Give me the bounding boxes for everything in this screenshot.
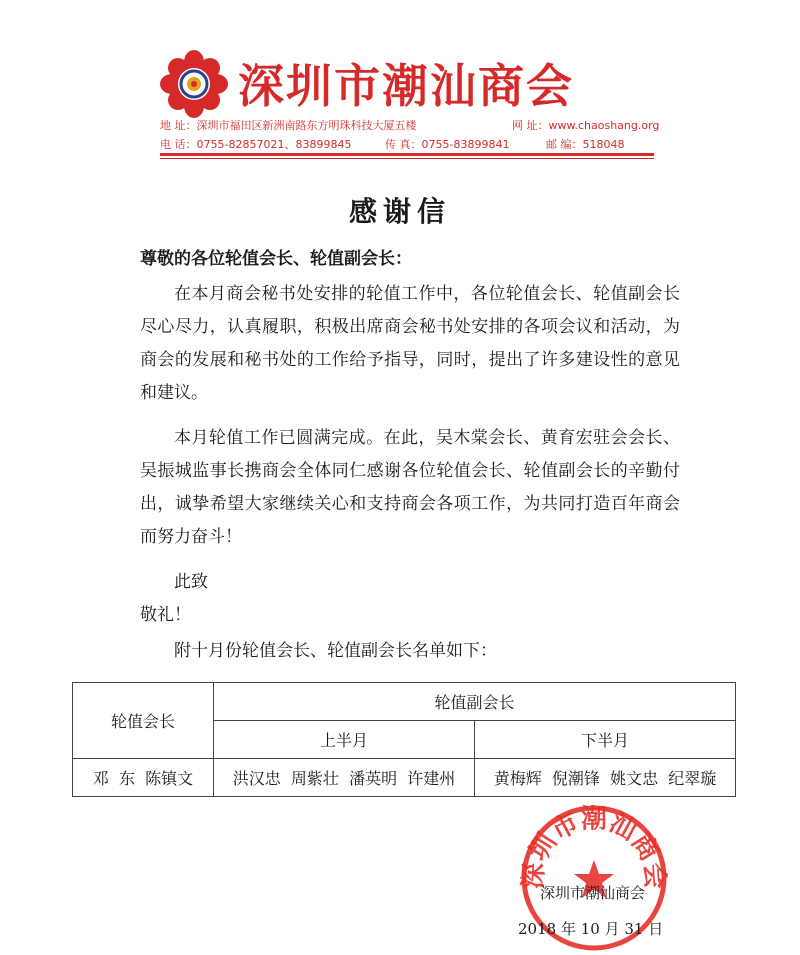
letterhead-divider [160, 153, 654, 156]
roster-header-first-half: 上半月 [214, 721, 475, 759]
roster-header-vice: 轮值副会长 [214, 683, 736, 721]
seal-text: 深圳市潮汕商会 [518, 804, 670, 890]
phone-text: 电 话：0755-82857021、83899845 [160, 138, 352, 151]
letter-title: 感谢信 [348, 195, 451, 228]
roster-main-names: 邓 东 陈镇文 [73, 759, 214, 797]
address-text: 地 址：深圳市福田区新洲南路东方明珠科技大厦五楼 [160, 119, 417, 132]
paragraph-2: 本月轮值工作已圆满完成。在此，吴木棠会长、黄育宏驻会会长、吴振城监事长携商会全体同仁感谢各位轮值会长、轮值副会长的辛勤付出，诚挚希望大家继续关心和支持商会各项工作，为共同打造百年商会而努力奋斗！ [140, 428, 680, 547]
chamber-logo-icon [160, 50, 228, 118]
list-intro: 附十月份轮值会长、轮值副会长名单如下： [174, 641, 497, 661]
salutation: 尊敬的各位轮值会长、轮值副会长： [140, 249, 412, 269]
letterhead-divider-thin [160, 158, 654, 159]
roster-header-main: 轮值会长 [73, 683, 214, 759]
roster-first-half-names: 洪汉忠 周紫壮 潘英明 许建州 [214, 759, 475, 797]
roster-second-half-names: 黄梅辉 倪潮锋 姚文忠 纪翠璇 [475, 759, 736, 797]
postcode-text: 邮 编：518048 [546, 138, 625, 151]
closing-1: 此致 [174, 572, 208, 592]
fax-text: 传 真：0755-83899841 [385, 138, 510, 151]
closing-2: 敬礼！ [140, 605, 191, 625]
roster-header-second-half: 下半月 [475, 721, 736, 759]
signature-name: 深圳市潮汕商会 [540, 884, 646, 902]
paragraph-1: 在本月商会秘书处安排的轮值工作中，各位轮值会长、轮值副会长尽心尽力，认真履职，积极出席商会秘书处安排的各项会议和活动，为商会的发展和秘书处的工作给予指导，同时，提出了许多建设性的意见和建议。 [140, 284, 680, 403]
letterhead [0, 0, 800, 190]
roster-table [72, 682, 736, 797]
website-text: 网 址：www.chaoshang.org [512, 119, 660, 132]
signature-date: 2018 年 10 月 31 日 [518, 920, 664, 938]
org-name: 深圳市潮汕商会 [238, 59, 574, 113]
